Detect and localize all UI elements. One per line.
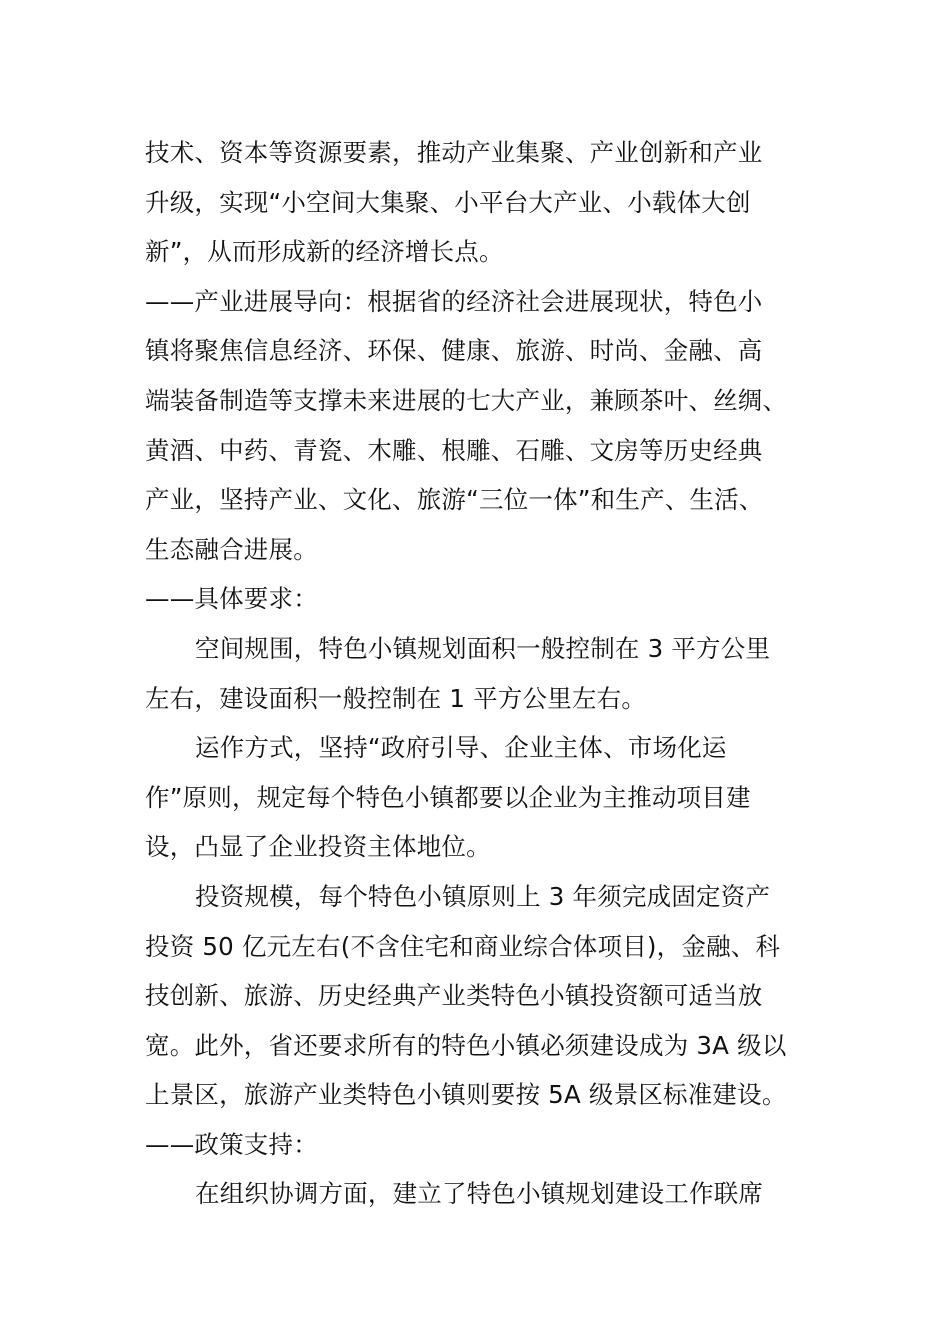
text-line: 生态融合进展。: [145, 534, 318, 564]
text-line: 在组织协调方面，建立了特色小镇规划建设工作联席: [195, 1179, 764, 1209]
text-line: 空间规围，特色小镇规划面积一般控制在 3 平方公里: [195, 633, 771, 663]
text-line: 投资规模，每个特色小镇原则上 3 年须完成固定资产: [195, 881, 771, 911]
text-line: 升级，实现“小空间大集聚、小平台大产业、小载体大创: [145, 187, 751, 217]
text-line: 运作方式，坚持“政府引导、企业主体、市场化运: [195, 733, 727, 763]
text-line: 端装备制造等支撑未来进展的七大产业，兼顾茶叶、丝绸、: [145, 385, 788, 415]
body-text: [145, 128, 810, 1219]
text-line: ——政策支持：: [145, 1129, 318, 1159]
text-line: 新”，从而形成新的经济增长点。: [145, 237, 504, 267]
text-line: 技术、资本等资源要素，推动产业集聚、产业创新和产业: [145, 138, 763, 167]
text-line: 上景区，旅游产业类特色小镇则要按 5A 级景区标准建设。: [145, 1080, 787, 1110]
text-line: ——产业进展导向：根据省的经济社会进展现状，特色小: [145, 286, 763, 316]
text-line: 产业，坚持产业、文化、旅游“三位一体”和生产、生活、: [145, 485, 764, 515]
text-line: 技创新、旅游、历史经典产业类特色小镇投资额可适当放: [145, 981, 763, 1011]
text-line: ——具体要求：: [145, 584, 318, 614]
text-line: 左右，建设面积一般控制在 1 平方公里左右。: [145, 683, 647, 713]
text-line: 投资 50 亿元左右(不含住宅和商业综合体项目)，金融、科: [145, 931, 781, 961]
text-line: 作”原则，规定每个特色小镇都要以企业为主推动项目建: [145, 782, 751, 812]
text-line: 宽。此外，省还要求所有的特色小镇必须建设成为 3A 级以: [145, 1030, 787, 1060]
text-line: 黄酒、中药、青瓷、木雕、根雕、石雕、文房等历史经典: [145, 435, 763, 465]
text-line: 设，凸显了企业投资主体地位。: [145, 832, 491, 862]
text-line: 镇将聚焦信息经济、环保、健康、旅游、时尚、金融、高: [145, 336, 763, 366]
